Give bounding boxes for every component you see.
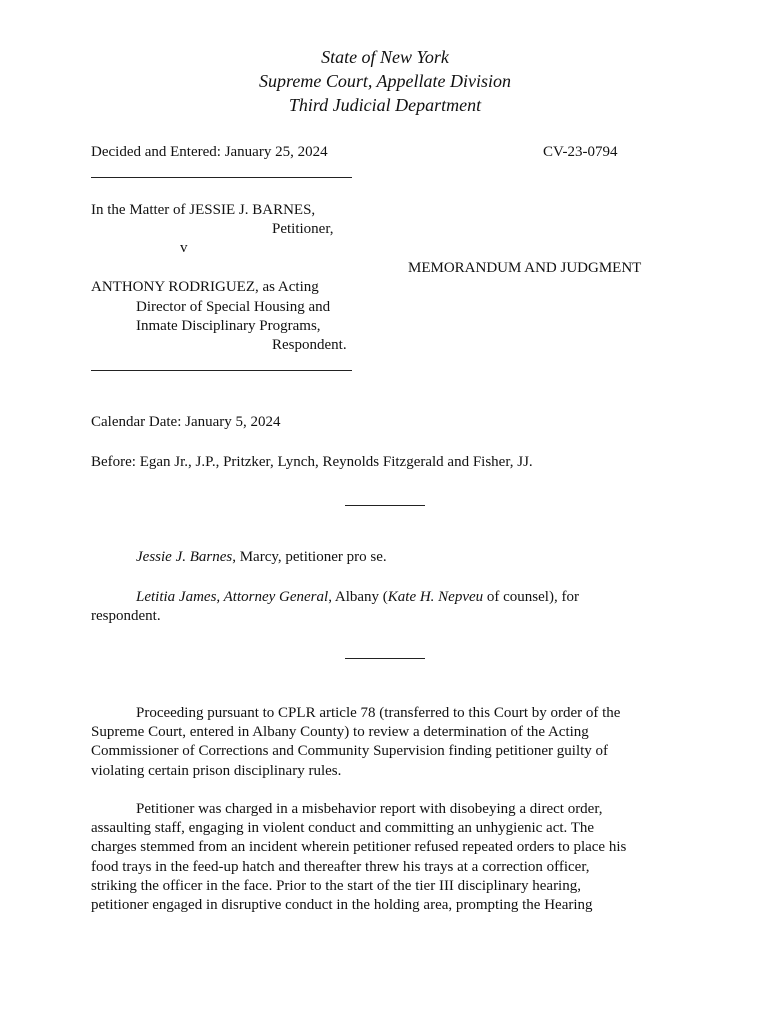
caption-respondent-title-2: Inmate Disciplinary Programs, (136, 318, 321, 334)
caption-bottom-rule (91, 370, 352, 371)
caption-top-rule (91, 177, 352, 178)
court-department: Third Judicial Department (288, 95, 482, 115)
decided-date: Decided and Entered: January 25, 2024 (91, 144, 328, 160)
caption-versus: v (180, 240, 188, 256)
caption-petitioner-role: Petitioner, (272, 221, 334, 237)
section-divider-2 (345, 658, 425, 659)
paragraph-1-line-4: violating certain prison disciplinary rules. (91, 763, 342, 779)
paragraph-1-line-1: Proceeding pursuant to CPLR article 78 (transferred to this Court by order of the (136, 705, 621, 721)
caption-respondent-name: ANTHONY RODRIGUEZ, as Acting (91, 279, 319, 295)
paragraph-2-line-4: food trays in the feed-up hatch and thereafter threw his trays at a correction officer, (91, 859, 590, 875)
paragraph-2-line-2: assaulting staff, engaging in violent conduct and committing an unhygienic act. The (91, 820, 595, 836)
paragraph-2-line-5: striking the officer in the face. Prior to the start of the tier III disciplinary hearing, (91, 878, 581, 894)
paragraph-1-line-3: Commissioner of Corrections and Community Supervision finding petitioner guilty of (91, 743, 609, 759)
section-divider-1 (345, 505, 425, 506)
paragraph-2-line-3: charges stemmed from an incident wherein petitioner refused repeated orders to place his (91, 839, 627, 855)
paragraph-2-line-1: Petitioner was charged in a misbehavior report with disobeying a direct order, (136, 801, 603, 817)
calendar-date: Calendar Date: January 5, 2024 (91, 414, 281, 430)
counsel-petitioner: Jessie J. Barnes, Marcy, petitioner pro se. (136, 549, 387, 565)
counsel-respondent-cont: respondent. (91, 608, 161, 624)
caption-respondent-title-1: Director of Special Housing and (136, 299, 331, 315)
court-state: State of New York (321, 47, 449, 67)
panel-justices: Before: Egan Jr., J.P., Pritzker, Lynch, Reynolds Fitzgerald and Fisher, JJ. (91, 454, 533, 470)
caption-respondent-role: Respondent. (272, 337, 347, 353)
counsel-respondent: Letitia James, Attorney General, Albany (Kate H. Nepveu of counsel), for (136, 589, 579, 605)
paragraph-1-line-2: Supreme Court, entered in Albany County) to review a determination of the Acting (91, 724, 589, 740)
docket-number: CV-23-0794 (543, 144, 618, 160)
court-division: Supreme Court, Appellate Division (259, 71, 511, 91)
caption-matter: In the Matter of JESSIE J. BARNES, (91, 202, 316, 218)
judgment-title: MEMORANDUM AND JUDGMENT (408, 260, 642, 276)
paragraph-2-line-6: petitioner engaged in disruptive conduct in the holding area, prompting the Hearing (91, 897, 593, 913)
